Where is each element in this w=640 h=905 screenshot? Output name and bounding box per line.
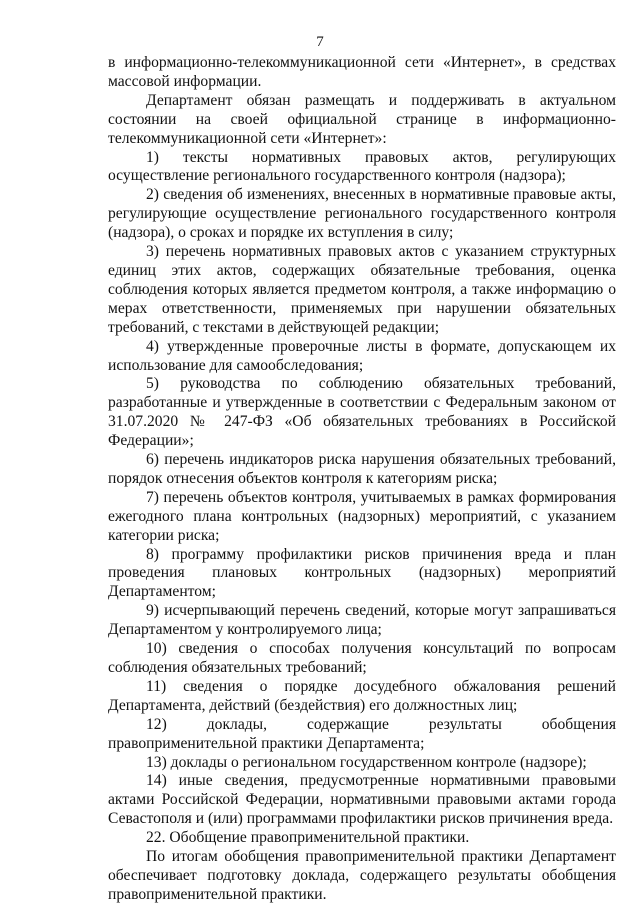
paragraph-obligation-intro: Департамент обязан размещать и поддерживать в актуальном состоянии на своей официальной странице в информационно-телекоммуникационной сети «Интернет»: [108, 91, 616, 147]
list-item-12: 12) доклады, содержащие результаты обобщения правоприменительной практики Департамента; [108, 715, 616, 752]
document-body [108, 54, 616, 905]
list-item-13: 13) доклады о региональном государственном контроле (надзоре); [146, 753, 587, 771]
list-item-7: 7) перечень объектов контроля, учитываемых в рамках формирования ежегодного плана контрольных (надзорных) мероприятий, с указанием категории риска; [108, 488, 616, 544]
list-item-8: 8) программу профилактики рисков причинения вреда и план проведения плановых контрольных (надзорных) мероприятий Департаментом; [108, 545, 616, 601]
list-item-11: 11) сведения о порядке досудебного обжалования решений Департамента, действий (бездействия) его должностных лиц; [108, 677, 616, 714]
page-number: 7 [316, 34, 324, 50]
list-item-1: 1) тексты нормативных правовых актов, регулирующих осуществление регионального государственного контроля (надзора); [108, 148, 616, 185]
list-item-2: 2) сведения об изменениях, внесенных в нормативные правовые акты, регулирующие осуществление регионального государственного контроля (надзора), о сроках и порядке их вступления в силу; [108, 186, 616, 242]
list-item-6: 6) перечень индикаторов риска нарушения обязательных требований, порядок отнесения объектов контроля к категориям риска; [108, 451, 616, 487]
paragraph-practice-summary: По итогам обобщения правоприменительной практики Департамент обеспечивает подготовку доклада, содержащего результаты обобщения правоприменительной практики. [108, 848, 616, 903]
list-item-14: 14) иные сведения, предусмотренные нормативными правовыми актами Российской Федерации, нормативными правовыми актами города Севастополя и (или) программами профилактики рисков причинения вреда. [108, 772, 616, 828]
paragraph-continuation: в информационно-телекоммуникационной сети «Интернет», в средствах массовой информации. [108, 54, 616, 90]
list-item-10: 10) сведения о способах получения консультаций по вопросам соблюдения обязательных требований; [108, 640, 616, 676]
list-item-9: 9) исчерпывающий перечень сведений, которые могут запрашиваться Департаментом у контролируемого лица; [108, 602, 616, 639]
section-heading-22: 22. Обобщение правоприменительной практики. [146, 829, 470, 847]
list-item-4: 4) утвержденные проверочные листы в формате, допускающем их использование для самообследования; [108, 337, 616, 374]
list-item-3: 3) перечень нормативных правовых актов с указанием структурных единиц этих актов, содержащих обязательные требования, оценка соблюдения которых является предметом контроля, а также информацию о мерах ответственности, применяемых при нарушении обязательных требований, с текстами в действующей редакции; [108, 243, 616, 336]
list-item-5: 5) руководства по соблюдению обязательных требований, разработанные и утвержденные в соответствии с Федеральным законом от 31.07.2020 № 247-ФЗ «Об обязательных требованиях в Российской Федерации»; [108, 375, 616, 450]
